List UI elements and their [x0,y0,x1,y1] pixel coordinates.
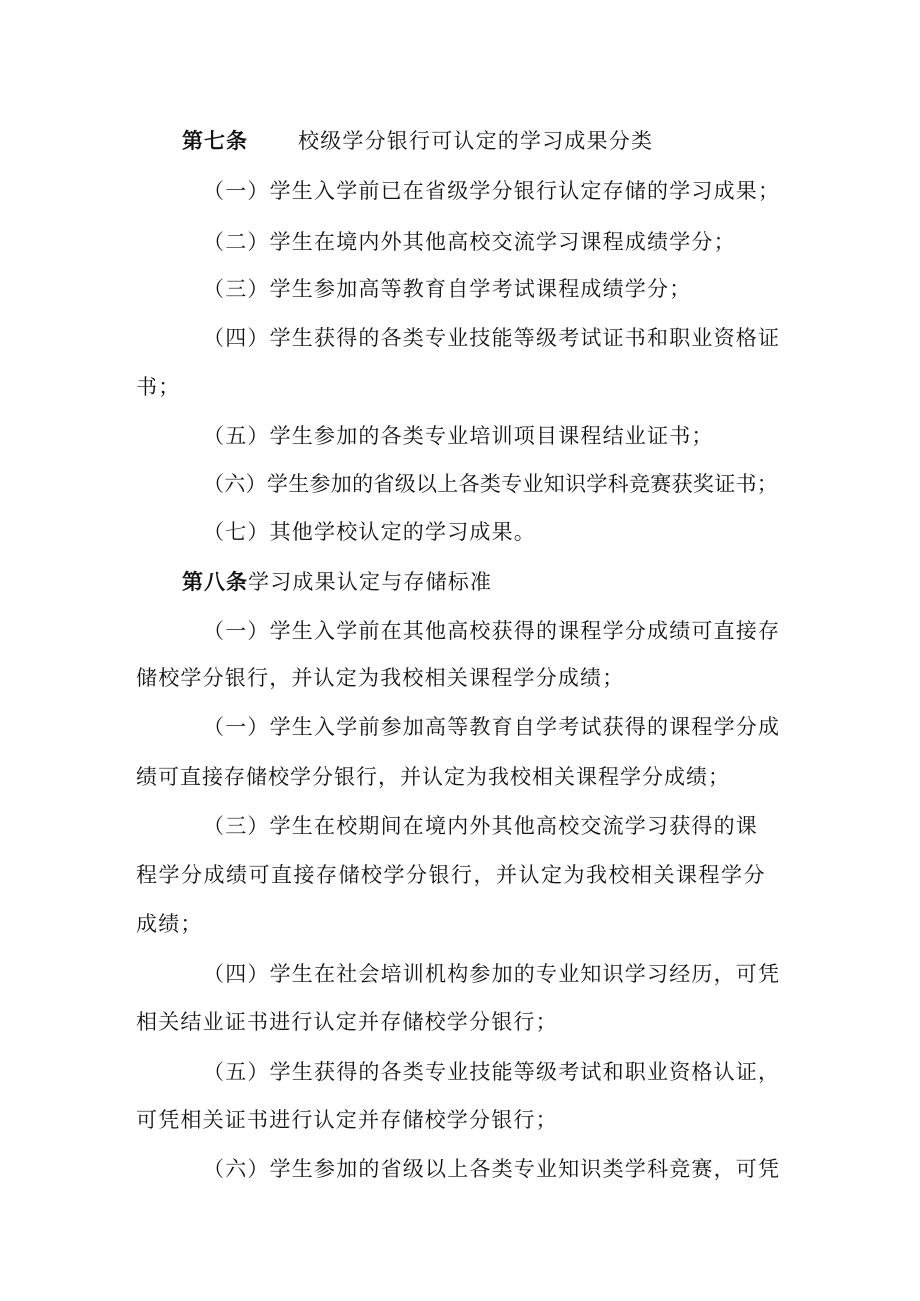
article-7-item-4: （四）学生获得的各类专业技能等级考试证书和职业资格证 [203,326,781,350]
article-8-line-12: （六）学生参加的省级以上各类专业知识类学科竞赛，可凭 [203,1157,781,1181]
article-8-line-6: 程学分成绩可直接存储校学分银行，并认定为我校相关课程学分 [136,863,766,887]
article-7-heading: 第七条 [182,128,248,153]
article-8-line-2: 储校学分银行，并认定为我校相关课程学分成绩； [136,666,625,690]
article-8-line-10: （五）学生获得的各类专业技能等级考试和职业资格认证， [203,1060,781,1084]
article-7-item-1: （一）学生入学前已在省级学分银行认定存储的学习成果； [203,179,781,203]
article-7-item-5: （五）学生参加的各类专业培训项目课程结业证书； [203,424,714,448]
article-8-line-4: 绩可直接存储校学分银行，并认定为我校相关课程学分成绩； [136,765,730,789]
article-8-line-5: （三）学生在校期间在境内外其他高校交流学习获得的课 [203,814,758,838]
article-8-title: 学习成果认定与存储标准 [248,570,493,594]
article-7-item-4-cont: 书； [136,375,181,399]
article-8-line-3: （一）学生入学前参加高等教育自学考试获得的课程学分成 [203,715,781,739]
article-8-heading: 第八条 [182,569,248,594]
article-8-line-9: 相关结业证书进行认定并存储校学分银行； [136,1010,558,1034]
article-7-title: 校级学分银行可认定的学习成果分类 [298,129,654,153]
article-7-item-6: （六）学生参加的省级以上各类专业知识学科竞赛获奖证书； [203,472,779,496]
article-8-line-7: 成绩； [136,912,203,936]
article-7-title-line [182,127,653,155]
article-8-title-line [182,568,492,596]
article-7-item-7: （七）其他学校认定的学习成果。 [203,520,536,544]
article-8-line-8: （四）学生在社会培训机构参加的专业知识学习经历，可凭 [203,962,781,986]
article-7-item-3: （三）学生参加高等教育自学考试课程成绩学分； [203,277,692,301]
article-8-line-1: （一）学生入学前在其他高校获得的课程学分成绩可直接存 [203,619,781,643]
article-7-item-2: （二）学生在境内外其他高校交流学习课程成绩学分； [203,230,736,254]
article-8-line-11: 可凭相关证书进行认定并存储校学分银行； [136,1108,558,1132]
